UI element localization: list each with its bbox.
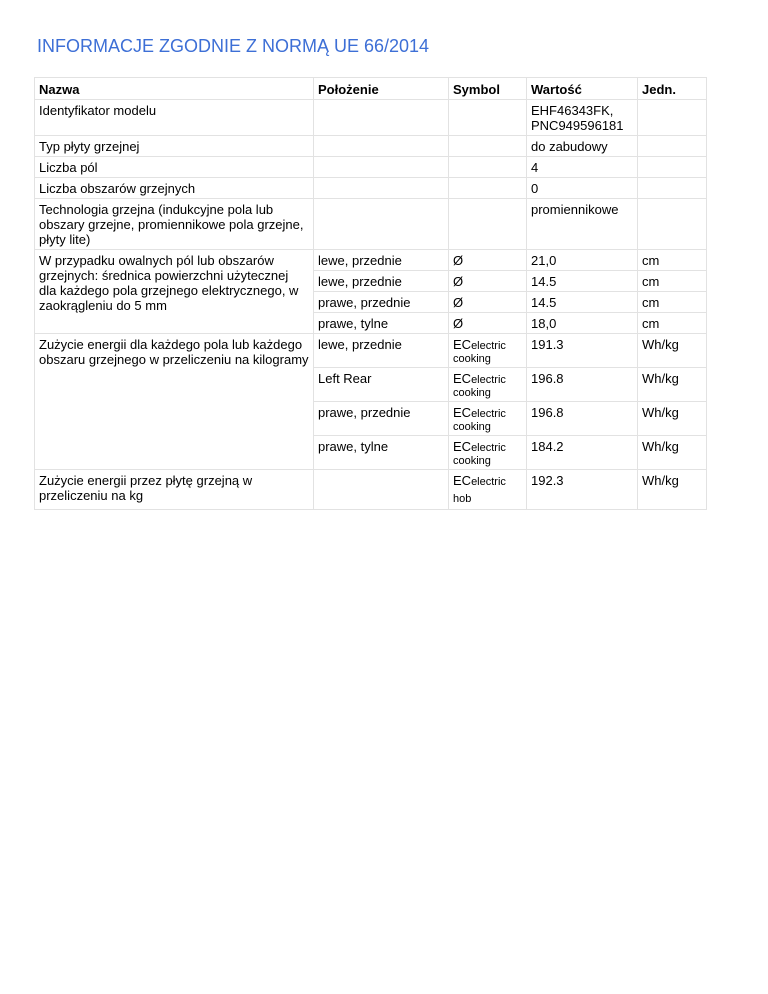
row-position: Left Rear xyxy=(314,368,449,402)
symbol-main: EC xyxy=(453,371,472,386)
row-name: Zużycie energii przez płytę grzejną w przeliczeniu na kg xyxy=(35,470,314,510)
table-row xyxy=(35,470,707,510)
header-symbol: Symbol xyxy=(449,78,527,100)
row-value: 196.8 xyxy=(527,402,638,436)
row-position: prawe, przednie xyxy=(314,402,449,436)
symbol-sub: electric xyxy=(471,442,506,454)
row-value: 0 xyxy=(527,178,638,199)
row-symbol xyxy=(449,334,527,368)
row-position: lewe, przednie xyxy=(314,334,449,368)
row-value: 14.5 xyxy=(527,292,638,313)
table-row xyxy=(35,178,707,199)
row-position: lewe, przednie xyxy=(314,271,449,292)
symbol-sub: cooking xyxy=(453,387,491,399)
symbol-sub: cooking xyxy=(453,353,491,365)
symbol-sub: electric xyxy=(471,374,506,386)
row-unit: cm xyxy=(638,292,707,313)
row-value: 191.3 xyxy=(527,334,638,368)
row-symbol xyxy=(449,402,527,436)
row-symbol: Ø xyxy=(449,292,527,313)
row-symbol xyxy=(449,470,527,510)
row-symbol xyxy=(449,436,527,470)
row-value: 192.3 xyxy=(527,470,638,510)
row-name: Typ płyty grzejnej xyxy=(35,136,314,157)
table-row xyxy=(35,136,707,157)
row-unit: Wh/kg xyxy=(638,436,707,470)
row-unit: Wh/kg xyxy=(638,368,707,402)
row-value: 4 xyxy=(527,157,638,178)
symbol-sub: cooking xyxy=(453,455,491,467)
symbol-main: EC xyxy=(453,439,472,454)
row-position: prawe, tylne xyxy=(314,436,449,470)
table-row xyxy=(35,250,707,271)
row-value: do zabudowy xyxy=(527,136,638,157)
row-symbol: Ø xyxy=(449,250,527,271)
header-name: Nazwa xyxy=(35,78,314,100)
row-unit: Wh/kg xyxy=(638,334,707,368)
row-value: 184.2 xyxy=(527,436,638,470)
symbol-sub: electric xyxy=(471,340,506,352)
symbol-sub: cooking xyxy=(453,421,491,433)
symbol-sub: electric xyxy=(471,408,506,420)
header-position: Położenie xyxy=(314,78,449,100)
energy-info-table xyxy=(34,77,707,510)
table-row xyxy=(35,157,707,178)
row-unit: cm xyxy=(638,271,707,292)
row-value: 196.8 xyxy=(527,368,638,402)
row-value: EHF46343FK, PNC949596181 xyxy=(527,100,638,136)
row-symbol: Ø xyxy=(449,271,527,292)
row-name: Liczba pól xyxy=(35,157,314,178)
row-name: W przypadku owalnych pól lub obszarów grzejnych: średnica powierzchni użytecznej dla każdego pola grzejnego elektrycznego, w zaokrągleniu do 5 mm xyxy=(35,250,314,334)
row-name: Technologia grzejna (indukcyjne pola lub obszary grzejne, promiennikowe pola grzejne, płyty lite) xyxy=(35,199,314,250)
row-unit: cm xyxy=(638,313,707,334)
symbol-main: EC xyxy=(453,337,472,352)
row-name: Identyfikator modelu xyxy=(35,100,314,136)
row-unit: Wh/kg xyxy=(638,402,707,436)
row-unit: Wh/kg xyxy=(638,470,707,510)
header-row xyxy=(35,78,707,100)
row-name: Liczba obszarów grzejnych xyxy=(35,178,314,199)
row-value: 18,0 xyxy=(527,313,638,334)
row-symbol: Ø xyxy=(449,313,527,334)
page-title: INFORMACJE ZGODNIE Z NORMĄ UE 66/2014 xyxy=(37,36,430,56)
row-symbol xyxy=(449,368,527,402)
row-position: lewe, przednie xyxy=(314,250,449,271)
symbol-main: EC xyxy=(453,473,472,488)
row-position: prawe, tylne xyxy=(314,313,449,334)
row-value: 14.5 xyxy=(527,271,638,292)
table-row xyxy=(35,100,707,136)
row-unit: cm xyxy=(638,250,707,271)
header-value: Wartość xyxy=(527,78,638,100)
row-name: Zużycie energii dla każdego pola lub każdego obszaru grzejnego w przeliczeniu na kilogramy xyxy=(35,334,314,470)
table-row xyxy=(35,199,707,250)
table-row xyxy=(35,334,707,368)
header-unit: Jedn. xyxy=(638,78,707,100)
symbol-main: EC xyxy=(453,405,472,420)
row-position: prawe, przednie xyxy=(314,292,449,313)
row-value: 21,0 xyxy=(527,250,638,271)
symbol-sub: electric hob xyxy=(453,476,506,505)
row-value: promiennikowe xyxy=(527,199,638,250)
